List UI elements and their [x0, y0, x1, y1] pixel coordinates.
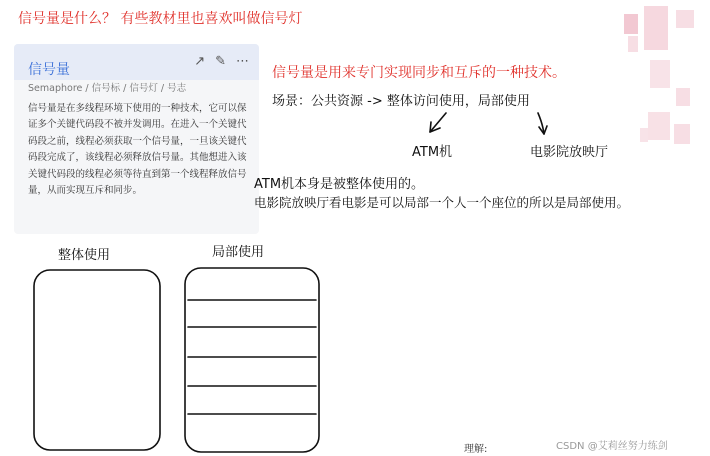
card-title[interactable]: 信号量 [28, 62, 70, 78]
partial-use-label: 局部使用 [212, 245, 265, 260]
scenario-note: 场景：公共资源 -> 整体访问使用，局部使用 [272, 94, 530, 109]
partial-use-box [185, 268, 319, 452]
cinema-explanation: 电影院放映厅看电影是可以局部一个人一个座位的所以是局部使用。 [254, 195, 630, 210]
breadcrumb: Semaphore / 信号标 / 信号灯 / 号志 [28, 83, 187, 94]
page-title: 信号量是什么？ 有些教材里也喜欢叫做信号灯 [18, 11, 303, 27]
card-description: 信号量是在多线程环境下使用的一种技术，它可以保证多个关键代码段不被并发调用。在进入一个关键代码段之前，线程必须获取一个信号量，一旦该关键代码段完成了，该线程必须释放信号量。其他想进入该关键代码段的线程必须等待直到第一个线程释放信号量，从而实现互斥和同步。 [28, 103, 247, 197]
whole-use-box [34, 270, 160, 450]
share-icon[interactable]: ↗ [194, 54, 206, 69]
arrow-left-icon [430, 113, 446, 132]
watermark: CSDN @艾莉丝努力练剑 [556, 441, 668, 452]
more-icon[interactable]: ⋯ [236, 54, 249, 69]
cinema-label: 电影院放映厅 [530, 145, 609, 160]
definition-note: 信号量是用来专门实现同步和互斥的一种技术。 [272, 65, 566, 81]
edit-icon[interactable]: ✎ [215, 54, 226, 69]
atm-explanation: ATM机本身是被整体使用的。 [254, 177, 425, 192]
whole-use-label: 整体使用 [58, 248, 111, 263]
partial-use-dividers [188, 300, 316, 414]
understand-label: 理解: [464, 444, 488, 455]
arrow-right-icon [538, 113, 547, 134]
atm-label: ATM机 [412, 145, 453, 160]
